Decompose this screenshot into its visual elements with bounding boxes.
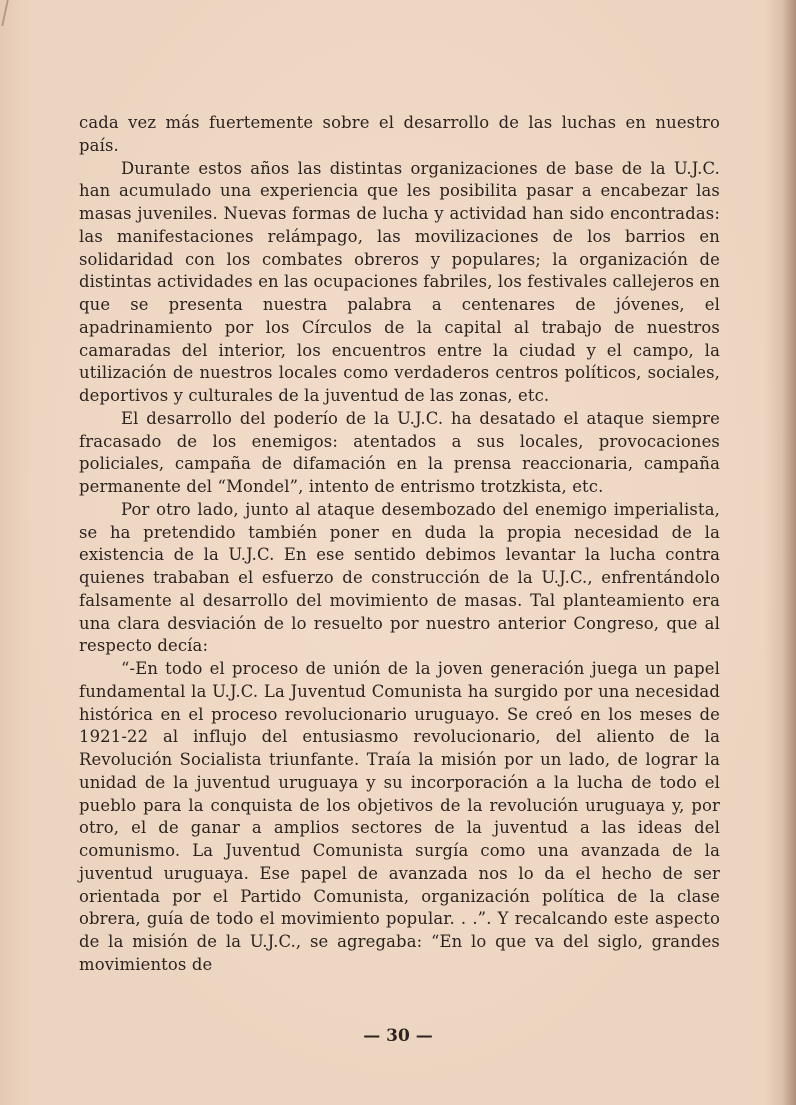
paragraph-enemy-attacks: El desarrollo del poderío de la U.J.C. ha desatado el ataque siempre fracasado de los enemigos: atentados a sus locales, provocaciones policiales, campaña de difamación en la prensa reaccionaria, campaña permanente del “Mondel”, intento de entrismo trotzkista, etc.: [79, 408, 720, 496]
body-text: [79, 112, 720, 977]
spine-shadow: [782, 0, 796, 1105]
paragraph-ujc-necessity: Por otro lado, junto al ataque desembozado del enemigo imperialista, se ha pretendido también poner en duda la propia necesidad de la existencia de la U.J.C. En ese sentido debimos levantar la lucha contra quienes trababan el esfuerzo de construcción de la U.J.C., enfrentándolo falsamente al desarrollo del movimiento de masas. Tal planteamiento era una clara desviación de lo resuelto por nuestro anterior Congreso, que al respecto decía:: [79, 499, 720, 656]
paragraph-congress-quote: “-En todo el proceso de unión de la joven generación juega un papel fundamental la U.J.C. La Juventud Comunista ha surgido por una necesidad histórica en el proceso revolucionario uruguayo. Se creó en los meses de 1921-22 al influjo del entusiasmo revolucionario, del aliento de la Revolución Socialista triunfante. Traía la misión por un lado, de lograr la unidad de la juventud uruguaya y su incorporación a la lucha de todo el pueblo para la conquista de los objetivos de la revolución uruguaya y, por otro, el de ganar a amplios sectores de la juventud a las ideas del comunismo. La Juventud Comunista surgía como una avanzada de la juventud uruguaya. Ese papel de avanzada nos lo da el hecho de ser orientada por el Partido Comunista, organización política de la clase obrera, guía de todo el movimiento popular. . .”. Y recalcando este aspecto de la misión de la U.J.C., se agregaba: “En lo que va del siglo, grandes movimientos de: [79, 659, 720, 974]
paragraph-continuation: cada vez más fuertemente sobre el desarrollo de las luchas en nuestro país.: [79, 113, 720, 155]
page-number: — 30 —: [363, 1026, 433, 1046]
page-corner-mark: [1, 0, 19, 26]
paragraph-organizations: Durante estos años las distintas organizaciones de base de la U.J.C. han acumulado una experiencia que les posibilita pasar a encabezar las masas juveniles. Nuevas formas de lucha y actividad han sido encontradas: las manifestaciones relámpago, las movilizaciones de los barrios en solidaridad con los combates obreros y populares; la organización de distintas actividades en las ocupaciones fabriles, los festivales callejeros en que se presenta nuestra palabra a centenares de jóvenes, el apadrinamiento por los Círculos de la capital al trabajo de nuestros camaradas del interior, los encuentros entre la ciudad y el campo, la utilización de nuestros locales como verdaderos centros políticos, sociales, deportivos y culturales de la juventud de las zonas, etc.: [79, 158, 720, 405]
